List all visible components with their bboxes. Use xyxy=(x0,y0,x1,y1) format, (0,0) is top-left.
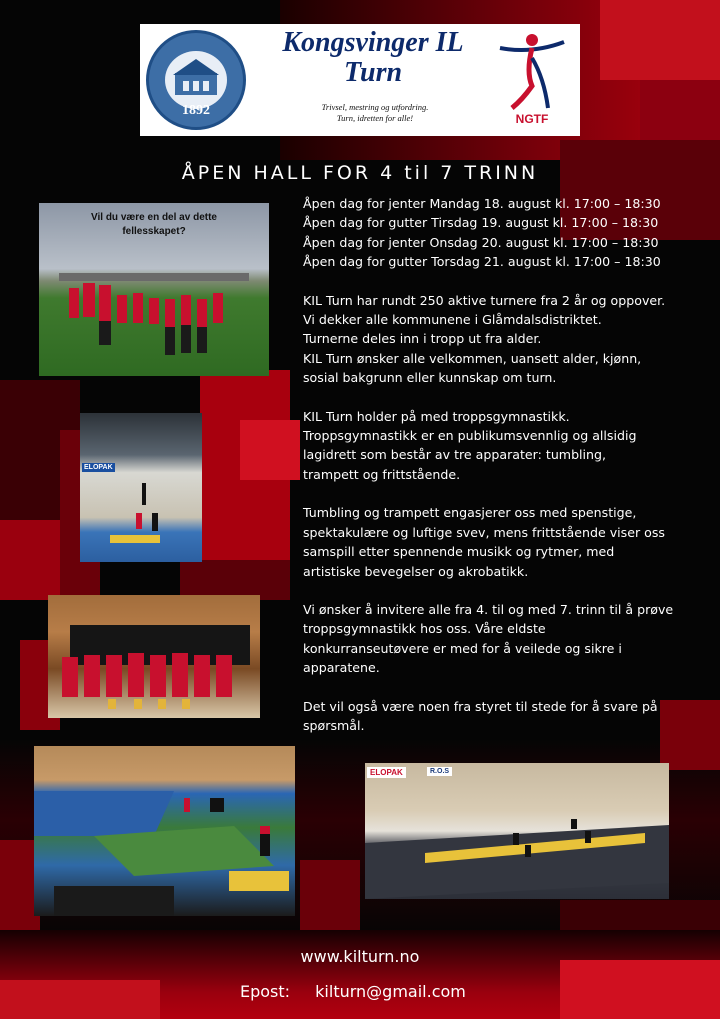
group-figures-icon xyxy=(39,203,269,376)
seal-year: 1892 xyxy=(182,103,210,118)
text-line: trampett og frittstående. xyxy=(303,466,461,482)
paragraph-board xyxy=(303,697,693,736)
elopak-sign: ELOPAK xyxy=(84,464,113,471)
text-line: Vi ønsker å invitere alle fra 4. til og med 7. trinn til å prøve xyxy=(303,601,674,617)
email-line xyxy=(240,982,466,1001)
club-name xyxy=(248,28,498,88)
text-line: spørsmål. xyxy=(303,717,365,733)
photo-group-field xyxy=(39,203,269,376)
text-line: lagidrett som består av tre apparater: tumbling, xyxy=(303,447,607,463)
text-line: Det vil også være noen fra styret til stede for å svare på xyxy=(303,698,658,714)
caption-line2: fellesskapet? xyxy=(122,226,186,237)
text-line: Troppsgymnastikk er en publikumsvennlig og allsidig xyxy=(303,428,637,444)
email-label: Epost: xyxy=(240,982,291,1001)
schedule-line: Åpen dag for gutter Torsdag 21. august kl. 17:00 – 18:30 xyxy=(303,254,661,270)
photo-trampoline-hall xyxy=(365,763,669,899)
website-link[interactable]: www.kilturn.no xyxy=(300,947,420,966)
text-line: artistiske bevegelser og akrobatikk. xyxy=(303,563,529,579)
text-line: Tumbling og trampett engasjerer oss med spenstige, xyxy=(303,505,637,521)
header-banner xyxy=(140,24,580,136)
photo-competition-floor xyxy=(34,746,295,916)
text-line: konkurranseutøvere er med for å veilede og sikre i xyxy=(303,640,622,656)
federation-label: NGTF xyxy=(515,112,549,126)
text-line: troppsgymnastikk hos oss. Våre eldste xyxy=(303,621,546,637)
paragraph-troppsgymnastikk xyxy=(303,407,693,485)
text-line: KIL Turn holder på med troppsgymnastikk. xyxy=(303,408,570,424)
text-line: KIL Turn har rundt 250 aktive turnere fra 2 år og oppover. xyxy=(303,292,666,308)
floor-scene-icon xyxy=(34,746,295,916)
ros-sign: R.O.S xyxy=(427,767,452,776)
seal-building-icon xyxy=(165,51,227,109)
text-line: KIL Turn ønsker alle velkommen, uansett alder, kjønn, xyxy=(303,350,642,366)
club-seal-logo xyxy=(146,30,246,130)
trampoline-scene-icon xyxy=(365,763,669,899)
text-line: apparatene. xyxy=(303,660,380,676)
elopak-sign: ELOPAK xyxy=(367,767,406,778)
text-line: sosial bakgrunn eller kunnskap om turn. xyxy=(303,370,557,386)
tagline-line2: Turn, idretten for alle! xyxy=(336,113,414,123)
paragraph-apparatus xyxy=(303,503,693,581)
paragraph-invitation xyxy=(303,600,693,678)
schedule-list xyxy=(303,194,693,272)
team-figures-icon xyxy=(48,595,260,718)
club-name-line2: Turn xyxy=(343,57,403,88)
text-line: Vi dekker alle kommunene i Glåmdalsdistriktet. xyxy=(303,312,602,328)
page-title: ÅPEN HALL FOR 4 til 7 TRINN xyxy=(181,162,539,184)
photo-gym-hall xyxy=(80,413,202,562)
text-line: samspill etter spennende musikk og rytmer, med xyxy=(303,544,615,560)
schedule-line: Åpen dag for jenter Mandag 18. august kl. 17:00 – 18:30 xyxy=(303,196,661,211)
photo-team-medals xyxy=(48,595,260,718)
gymnast-jump-icon xyxy=(80,413,202,562)
text-line: spektakulære og luftige svev, mens frittstående viser oss xyxy=(303,524,665,540)
caption-line1: Vil du være en del av dette xyxy=(91,212,217,223)
tagline-line1: Trivsel, mestring og utfordring. xyxy=(321,102,429,112)
schedule-line: Åpen dag for gutter Tirsdag 19. august kl. 17:00 – 18:30 xyxy=(303,215,659,231)
tagline xyxy=(290,102,460,124)
club-name-line1: Kongsvinger IL xyxy=(282,27,464,58)
paragraph-about xyxy=(303,291,693,388)
text-line: Turnerne deles inn i tropp ut fra alder. xyxy=(303,331,542,347)
body-text xyxy=(303,194,693,735)
email-link[interactable]: kilturn@gmail.com xyxy=(315,982,466,1001)
schedule-line: Åpen dag for jenter Onsdag 20. august kl. 17:00 – 18:30 xyxy=(303,234,659,250)
